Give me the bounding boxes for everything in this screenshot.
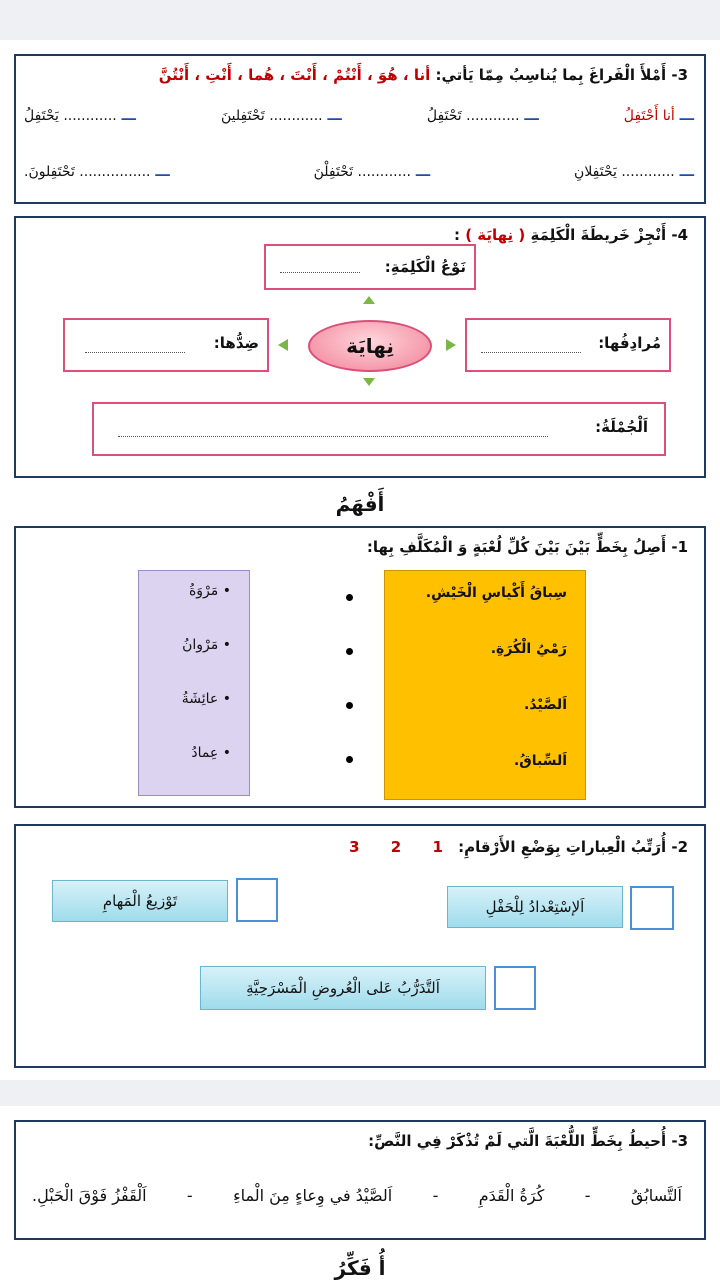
answer-line: [118, 436, 548, 437]
order-number: 2: [390, 838, 402, 856]
ordering-instruction: 2- أُرَتِّبُ الْعِباراتِ بِوَضْعِ الأَرْقامِ:: [458, 838, 688, 856]
fill-row-2: [24, 164, 694, 180]
fill-blanks-instruction-line: [159, 66, 688, 84]
word-map-box: [14, 216, 706, 478]
fill-item[interactable]: ـــ أنا أَحْتَفِلُ: [623, 108, 694, 124]
game-item: رَمْيُ الْكُرَةِ.: [490, 641, 567, 657]
game-item: سِباقُ أَكْياسِ الْخَيْشِ.: [425, 585, 567, 601]
bullet-icon: •: [218, 745, 231, 761]
synonym-box[interactable]: [465, 318, 671, 372]
answer-line: [481, 352, 581, 353]
order-number: 1: [432, 838, 443, 856]
match-dot[interactable]: [346, 756, 353, 763]
bullet-icon: •: [218, 691, 231, 707]
section-title: أَفْهَمُ: [335, 492, 385, 516]
circle-game-box: [14, 1120, 706, 1240]
game-option[interactable]: كُرَةُ الْقَدَمِ: [478, 1186, 545, 1205]
order-answer-box[interactable]: [494, 966, 536, 1010]
games-panel: [384, 570, 586, 800]
game-option[interactable]: اَلْقَفْزُ فَوْقَ الْحَبْلِ.: [32, 1186, 147, 1205]
bullet-icon: •: [218, 583, 231, 599]
fill-item[interactable]: ـــ ............ تَحْتَفِلُ: [426, 108, 539, 124]
word-map-colon: :: [453, 226, 460, 244]
word-map-instruction-line: [454, 226, 688, 244]
word-type-box[interactable]: [264, 244, 476, 290]
synonym-label: مُرادِفُها:: [598, 334, 661, 352]
order-item: تَوْزيعُ الْمَهامِ: [52, 880, 228, 922]
ordering-instruction-line: [349, 838, 688, 856]
order-number: 3: [349, 838, 360, 856]
center-word: نِهايَة: [346, 334, 394, 358]
next-section-title: أُ فَكِّرُ: [334, 1256, 386, 1280]
fill-item[interactable]: ـــ ................ تَحْتَفِلونَ.: [24, 164, 170, 180]
answer-line: [85, 352, 185, 353]
sentence-label: اَلْجُمْلَةُ:: [595, 418, 648, 436]
fill-item[interactable]: ـــ ............ تَحْتَفِلينَ: [220, 108, 342, 124]
sentence-box[interactable]: [92, 402, 666, 456]
game-option[interactable]: اَلصَّيْدُ في وِعاءٍ مِنَ الْماءِ: [233, 1186, 393, 1205]
fill-blanks-instruction: 3- أَمْلأَ الْفَراغَ بِما يُناسِبُ مِمّا يَأتي:: [435, 66, 688, 84]
match-dot[interactable]: [346, 702, 353, 709]
center-word-oval: [308, 320, 432, 372]
arrow-up-icon: [363, 296, 375, 304]
matching-box: [14, 526, 706, 808]
order-item: اَلتَّدَرُّبُ عَلى الْعُروضِ الْمَسْرَحِيَّةِ: [200, 966, 486, 1010]
arrow-down-icon: [363, 378, 375, 386]
word-map-instruction: 4- أَنْجِزْ خَريطَةَ الْكَلِمَةِ: [530, 226, 688, 244]
worksheet-page-2: [0, 1106, 720, 1280]
person-item[interactable]: • عِمادُ: [191, 745, 231, 761]
pronoun-choices: أنا ، هُوَ ، أَنْتُمْ ، أَنْتَ ، هُما ، أَنْتِ ، أَنْتُنَّ: [158, 66, 431, 84]
word-map-target: ( نِهايَة ): [465, 226, 526, 244]
word-type-label: نَوْعُ الْكَلِمَةِ:: [384, 258, 466, 276]
fill-item[interactable]: ـــ ............ يَحْتَفِلُ: [24, 108, 136, 124]
arrow-left-icon: [278, 339, 288, 351]
match-dot[interactable]: [346, 648, 353, 655]
matching-instruction: 1- أَصِلُ بِخَطٍّ بَيْنَ بَيْنَ كُلِّ لُعْبَةٍ وَ الْمُكَلَّفِ بِها:: [366, 538, 688, 556]
answer-line: [280, 272, 360, 273]
fill-item[interactable]: ـــ ............ يَحْتَفِلانِ: [574, 164, 694, 180]
fill-blanks-box: [14, 54, 706, 204]
antonym-label: ضِدُّها:: [213, 334, 259, 352]
circle-game-instruction: 3- أُحيطُ بِخَطٍّ اللُّعْبَةَ الَّتي لَمْ تُذْكَرْ فِي النَّصِّ:: [368, 1132, 688, 1150]
game-item: اَلصَّيْدُ.: [524, 697, 567, 713]
game-option[interactable]: اَلتَّسابُقُ: [630, 1186, 682, 1205]
arrow-right-icon: [446, 339, 456, 351]
option-separator: -: [432, 1186, 439, 1205]
fill-row-1: [24, 108, 694, 124]
order-answer-box[interactable]: [630, 886, 674, 930]
person-item[interactable]: • عائِشَةُ: [181, 691, 231, 707]
option-separator: -: [584, 1186, 591, 1205]
people-panel: [138, 570, 250, 796]
worksheet-page: [0, 40, 720, 1080]
match-dot[interactable]: [346, 594, 353, 601]
order-answer-box[interactable]: [236, 878, 278, 922]
bullet-icon: •: [218, 637, 231, 653]
game-item: اَلسِّباقُ.: [513, 753, 567, 769]
circle-options: [32, 1186, 682, 1205]
person-item[interactable]: • مَرْوانُ: [182, 637, 231, 653]
option-separator: -: [186, 1186, 193, 1205]
fill-item[interactable]: ـــ ............ تَحْتَفِلْنَ: [313, 164, 431, 180]
antonym-box[interactable]: [63, 318, 269, 372]
person-item[interactable]: • مَرْوَةُ: [188, 583, 231, 599]
order-item: اَلإسْتِعْدادُ لِلْحَفْلِ: [447, 886, 623, 928]
ordering-box: [14, 824, 706, 1068]
